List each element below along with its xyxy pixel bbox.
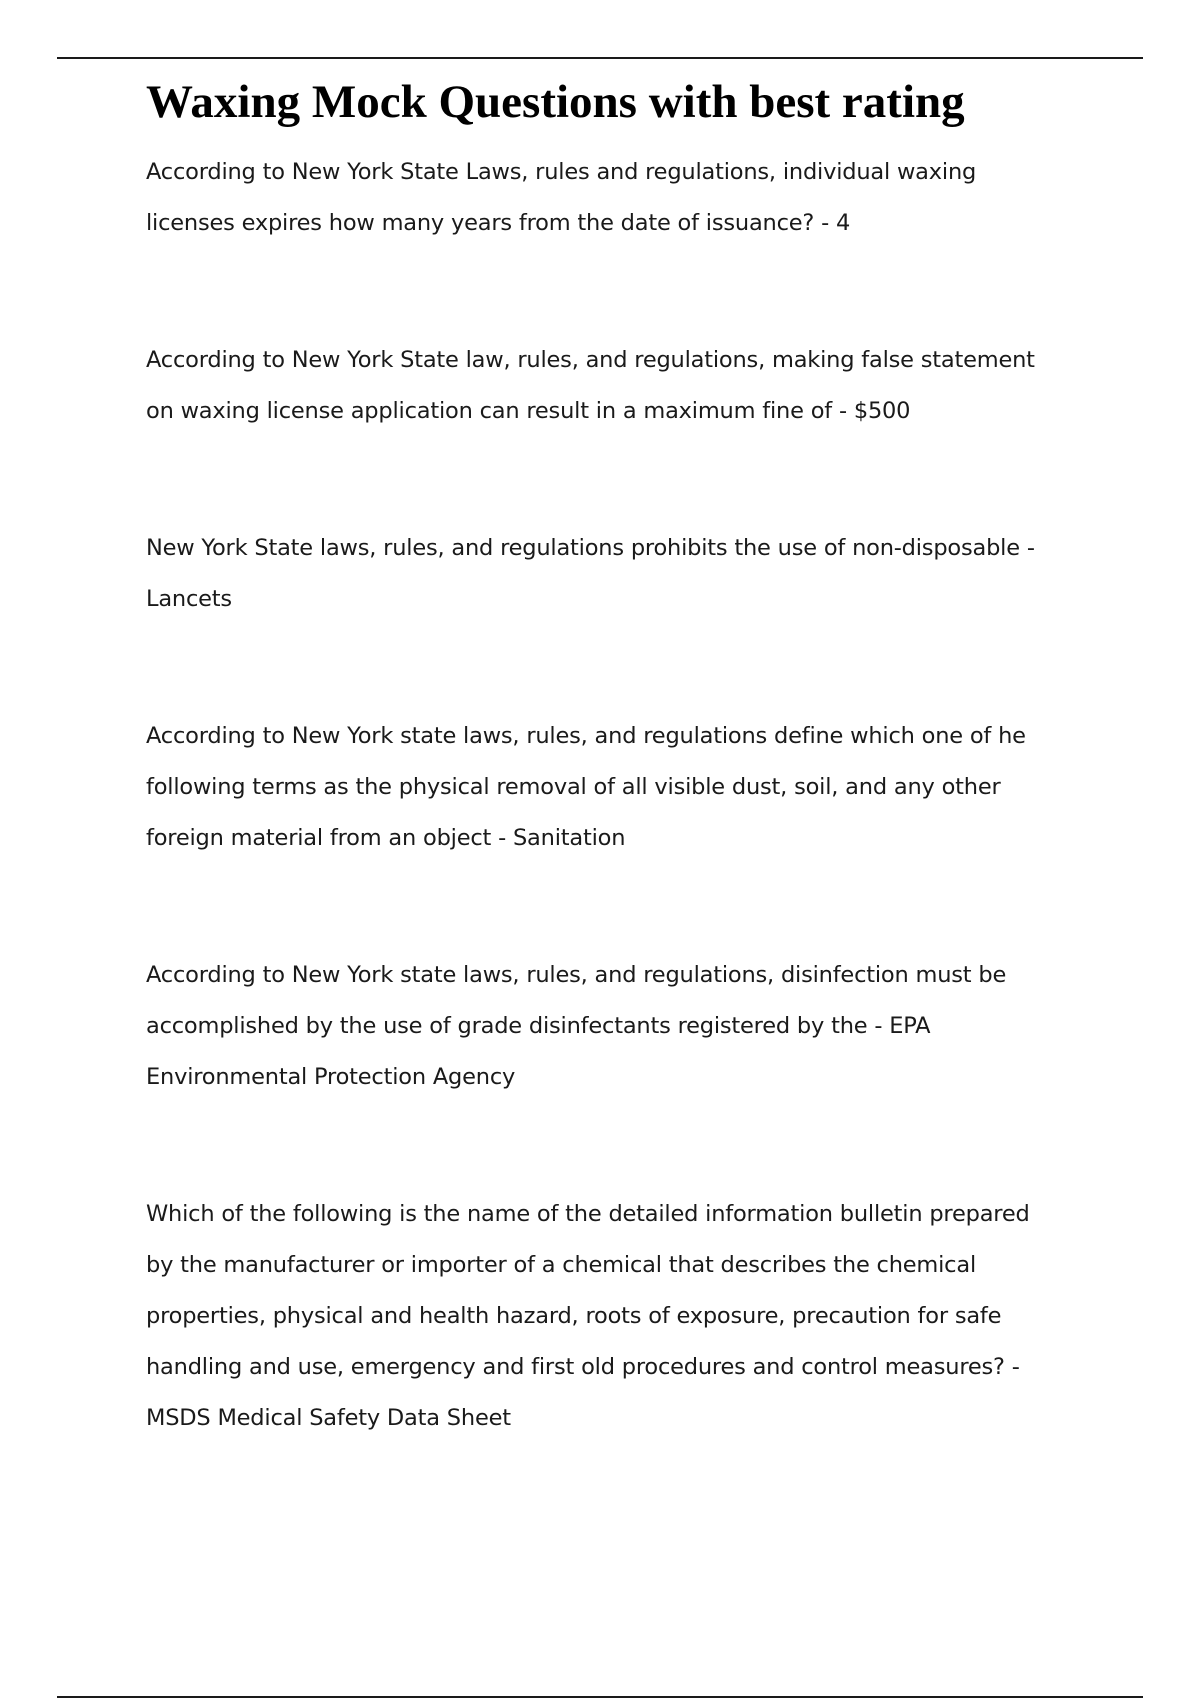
qa-item-3 [146, 523, 1086, 625]
qa-line: foreign material from an object - Sanitation [146, 825, 626, 851]
qa-line: on waxing license application can result in a maximum fine of - $500 [146, 398, 911, 424]
qa-item-5 [146, 950, 1086, 1103]
qa-line: New York State laws, rules, and regulations prohibits the use of non-disposable - [146, 535, 1035, 561]
qa-line: Lancets [146, 586, 232, 612]
qa-line: by the manufacturer or importer of a chemical that describes the chemical [146, 1252, 976, 1278]
qa-line: According to New York State law, rules, and regulations, making false statement [146, 347, 1035, 373]
qa-line: accomplished by the use of grade disinfectants registered by the - EPA [146, 1013, 931, 1039]
qa-line: licenses expires how many years from the date of issuance? - 4 [146, 210, 851, 236]
qa-line: According to New York state laws, rules, and regulations, disinfection must be [146, 962, 1007, 988]
qa-line: following terms as the physical removal of all visible dust, soil, and any other [146, 774, 1001, 800]
page-title: Waxing Mock Questions with best rating [146, 76, 965, 128]
qa-line: properties, physical and health hazard, roots of exposure, precaution for safe [146, 1303, 1002, 1329]
top-divider [57, 57, 1143, 59]
qa-item-2 [146, 335, 1086, 437]
qa-item-6 [146, 1189, 1086, 1444]
qa-item-4 [146, 711, 1086, 864]
qa-item-1 [146, 147, 1086, 249]
qa-line: handling and use, emergency and first old procedures and control measures? - [146, 1354, 1020, 1380]
bottom-divider [57, 1696, 1143, 1698]
qa-line: According to New York state laws, rules, and regulations define which one of he [146, 723, 1026, 749]
qa-line: Which of the following is the name of the detailed information bulletin prepared [146, 1201, 1030, 1227]
qa-line: MSDS Medical Safety Data Sheet [146, 1405, 511, 1431]
qa-line: Environmental Protection Agency [146, 1064, 516, 1090]
qa-line: According to New York State Laws, rules and regulations, individual waxing [146, 159, 977, 185]
